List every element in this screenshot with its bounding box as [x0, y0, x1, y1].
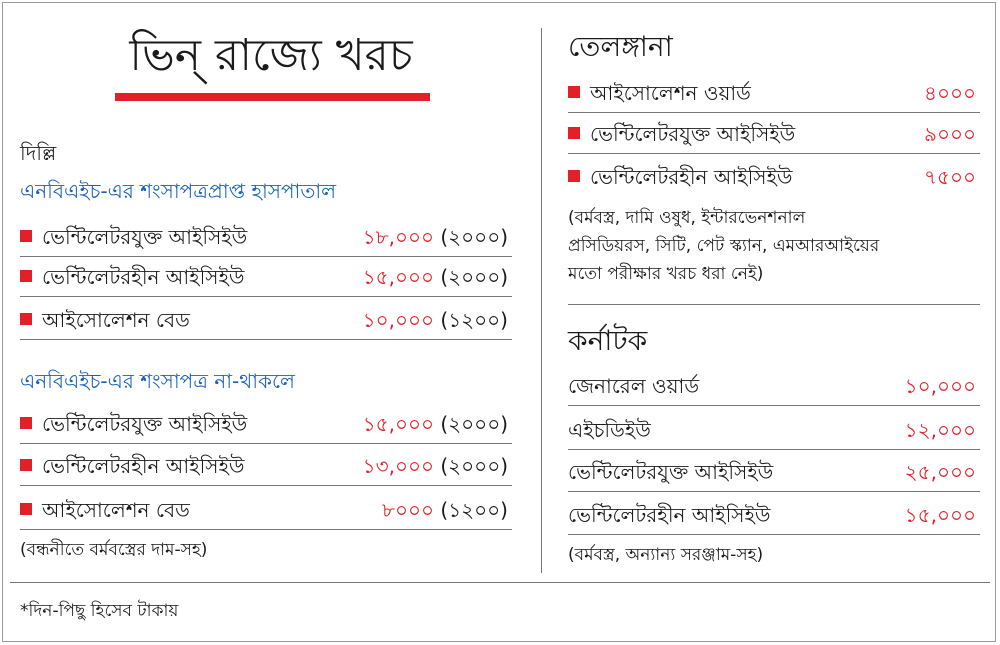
- cost-value: ১৫,০০০: [904, 503, 976, 527]
- telangana-note-line: (বর্মবস্ত্র, দামি ওষুধ, ইন্টারভেনশনাল: [568, 208, 806, 228]
- row-label: ভেন্টিলেটরহীন আইসিইউ: [42, 265, 245, 289]
- table-row: [20, 404, 512, 444]
- row-label: আইসোলেশন বেড: [42, 498, 190, 522]
- cost-value: ১২,০০০: [904, 418, 976, 442]
- column-divider: [541, 28, 542, 573]
- red-square-bullet: [20, 459, 32, 471]
- row-label: ভেন্টিলেটরযুক্ত আইসিইউ: [42, 225, 248, 249]
- telangana-heading: তেলঙ্গানা: [568, 30, 673, 63]
- red-square-bullet: [20, 270, 32, 282]
- row-label: ভেন্টিলেটরযুক্ত আইসিইউ: [568, 460, 774, 484]
- cost-value: ৮০০০: [382, 498, 435, 522]
- row-label: ভেন্টিলেটরহীন আইসিইউ: [42, 454, 245, 478]
- row-label: ভেন্টিলেটরযুক্ত আইসিইউ: [590, 122, 796, 146]
- row-value: [363, 222, 508, 252]
- table-row: [568, 452, 980, 492]
- cost-value: ১৫,০০০: [362, 412, 435, 436]
- delhi-nabh-heading: এনবিএইচ-এর শংসাপত্রপ্রাপ্ত হাসপাতাল: [20, 179, 337, 203]
- cost-value: ১৮,০০০: [362, 225, 435, 249]
- table-row: [20, 490, 512, 530]
- cost-with-ppe: (২০০০): [440, 225, 508, 249]
- table-row: [568, 157, 980, 197]
- title-underline: [115, 93, 430, 101]
- footer-divider: [10, 582, 990, 583]
- row-label: এইচডিইউ: [568, 418, 651, 442]
- table-row: [568, 495, 980, 535]
- row-value: [363, 451, 508, 481]
- telangana-note-line: মতো পরীক্ষার খরচ ধরা নেই): [568, 264, 764, 284]
- cost-value: ৪০০০: [924, 81, 976, 105]
- cost-value: ২৫,০০০: [904, 460, 976, 484]
- karnataka-heading: কর্নাটক: [568, 324, 648, 357]
- row-label: ভেন্টিলেটরহীন আইসিইউ: [568, 503, 771, 527]
- row-value: [363, 409, 508, 439]
- cost-value: ১৫,০০০: [362, 265, 435, 289]
- cost-with-ppe: (২০০০): [440, 454, 508, 478]
- red-square-bullet: [20, 313, 32, 325]
- row-label: জেনারেল ওয়ার্ড: [568, 374, 700, 398]
- table-row: [20, 446, 512, 486]
- cost-value: ১০,০০০: [362, 308, 435, 332]
- row-value: [382, 495, 508, 525]
- red-square-bullet: [20, 503, 32, 515]
- row-value: [363, 262, 508, 292]
- row-label: ভেন্টিলেটরহীন আইসিইউ: [590, 165, 793, 189]
- table-row: [20, 300, 512, 340]
- table-row: [568, 73, 980, 113]
- table-row: [568, 410, 980, 450]
- footnote: *দিন-পিছু হিসেব টাকায়: [20, 601, 179, 621]
- table-row: [20, 257, 512, 297]
- row-label: আইসোলেশন ওয়ার্ড: [590, 81, 751, 105]
- cost-value: ১০,০০০: [904, 374, 976, 398]
- row-label: ভেন্টিলেটরযুক্ত আইসিইউ: [42, 412, 248, 436]
- page-title: ভিন্‌ রাজ্যে খরচ: [129, 30, 413, 81]
- telangana-note-line: প্রসিডিয়রস, সিটি, পেট স্ক্যান, এমআরআইয়ের: [568, 236, 880, 256]
- table-row: [568, 366, 980, 406]
- table-row: [568, 114, 980, 154]
- cost-with-ppe: (২০০০): [440, 265, 508, 289]
- red-square-bullet: [568, 127, 580, 139]
- cost-value: ৯০০০: [924, 122, 976, 146]
- red-square-bullet: [568, 86, 580, 98]
- red-square-bullet: [568, 170, 580, 182]
- row-label: আইসোলেশন বেড: [42, 308, 190, 332]
- row-value: [363, 305, 508, 335]
- red-square-bullet: [20, 417, 32, 429]
- delhi-note: (বন্ধনীতে বর্মবস্ত্রের দাম-সহ): [20, 540, 208, 560]
- delhi-non-nabh-heading: এনবিএইচ-এর শংসাপত্র না-থাকলে: [20, 369, 295, 393]
- cost-value: ৭৫০০: [924, 165, 976, 189]
- karnataka-note: (বর্মবস্ত্র, অন্যান্য সরঞ্জাম-সহ): [568, 545, 764, 565]
- delhi-heading: দিল্লি: [20, 141, 57, 165]
- table-row: [20, 217, 512, 257]
- cost-value: ১৩,০০০: [362, 454, 435, 478]
- cost-with-ppe: (২০০০): [440, 412, 508, 436]
- red-square-bullet: [20, 230, 32, 242]
- cost-with-ppe: (১২০০): [440, 498, 508, 522]
- cost-with-ppe: (১২০০): [440, 308, 508, 332]
- section-divider: [568, 304, 980, 305]
